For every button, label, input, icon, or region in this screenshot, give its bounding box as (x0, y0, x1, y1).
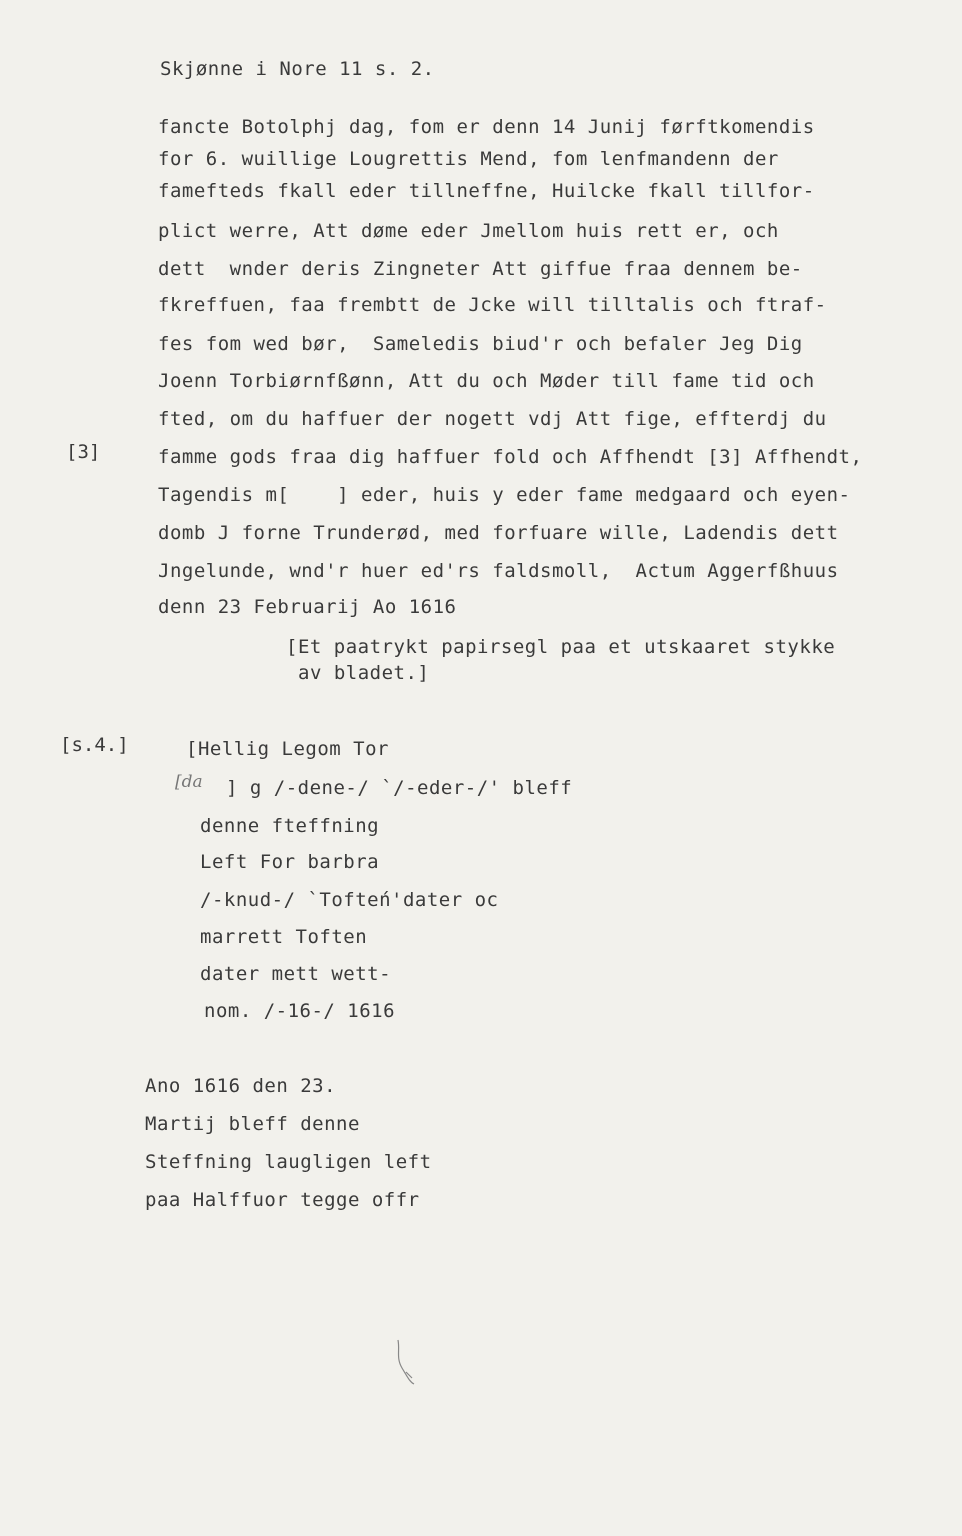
verso-line: ] g /-dene-/ `/-eder-/' bleff (226, 777, 573, 799)
text-line: fes fom wed bør, Sameledis biud'r och befaler Jeg Dig (158, 333, 803, 355)
margin-note-page-4: [s.4.] (60, 734, 129, 756)
seal-note-line: [Et paatrykt papirsegl paa et utskaaret stykke (286, 636, 836, 658)
text-line: Tagendis m[ ] eder, huis y eder fame medgaard och eyen- (158, 484, 851, 506)
text-line: for 6. wuillige Lougrettis Mend, fom lenfmandenn der (158, 148, 779, 170)
final-line: Martij bleff denne (145, 1113, 360, 1135)
text-line: Jngelunde, wnd'r huer ed'rs faldsmoll, Actum Aggerfßhuus (158, 560, 839, 582)
verso-line: dater mett wett- (200, 963, 392, 985)
text-line: fted, om du haffuer der nogett vdj Att fige, effterdj du (158, 408, 827, 430)
final-line: Steffning laugligen left (145, 1151, 432, 1173)
verso-line: marrett Toften (200, 926, 368, 948)
verso-line: Left For barbra (200, 851, 380, 873)
page-header: Skjønne i Nore 11 s. 2. (160, 58, 435, 80)
margin-note-page-3: [3] (66, 441, 101, 463)
text-line: domb J forne Trunderød, med forfuare wille, Ladendis dett (158, 522, 839, 544)
verso-line: /-knud-/ `Tofteń'dater oc (200, 889, 499, 911)
text-line: fkreffuen, faa frembtt de Jcke will tilltalis och ftraf- (158, 294, 827, 316)
text-line: Joenn Torbiørnfßønn, Att du och Møder till fame tid och (158, 370, 815, 392)
verso-line: denne fteffning (200, 815, 380, 837)
verso-line: [Hellig Legom Tor (186, 738, 389, 760)
text-line: famme gods fraa dig haffuer fold och Affhendt [3] Affhendt, (158, 446, 863, 468)
text-line: plict werre, Att døme eder Jmellom huis rett er, och (158, 220, 779, 242)
final-line: Ano 1616 den 23. (145, 1075, 337, 1097)
pencil-mark (392, 1338, 422, 1388)
verso-line: nom. /-16-/ 1616 (204, 1000, 396, 1022)
final-line: paa Halffuor tegge offr (145, 1189, 420, 1211)
text-line: dett wnder deris Zingneter Att giffue fraa dennem be- (158, 258, 803, 280)
text-line: fancte Botolphj dag, fom er denn 14 Junij førftkomendis (158, 116, 815, 138)
seal-note-line: av bladet.] (298, 662, 430, 684)
text-line: famefteds fkall eder tillneffne, Huilcke fkall tillfor- (158, 180, 815, 202)
text-line: denn 23 Februarij Ao 1616 (158, 596, 457, 618)
handwritten-insert: [da (175, 772, 203, 792)
